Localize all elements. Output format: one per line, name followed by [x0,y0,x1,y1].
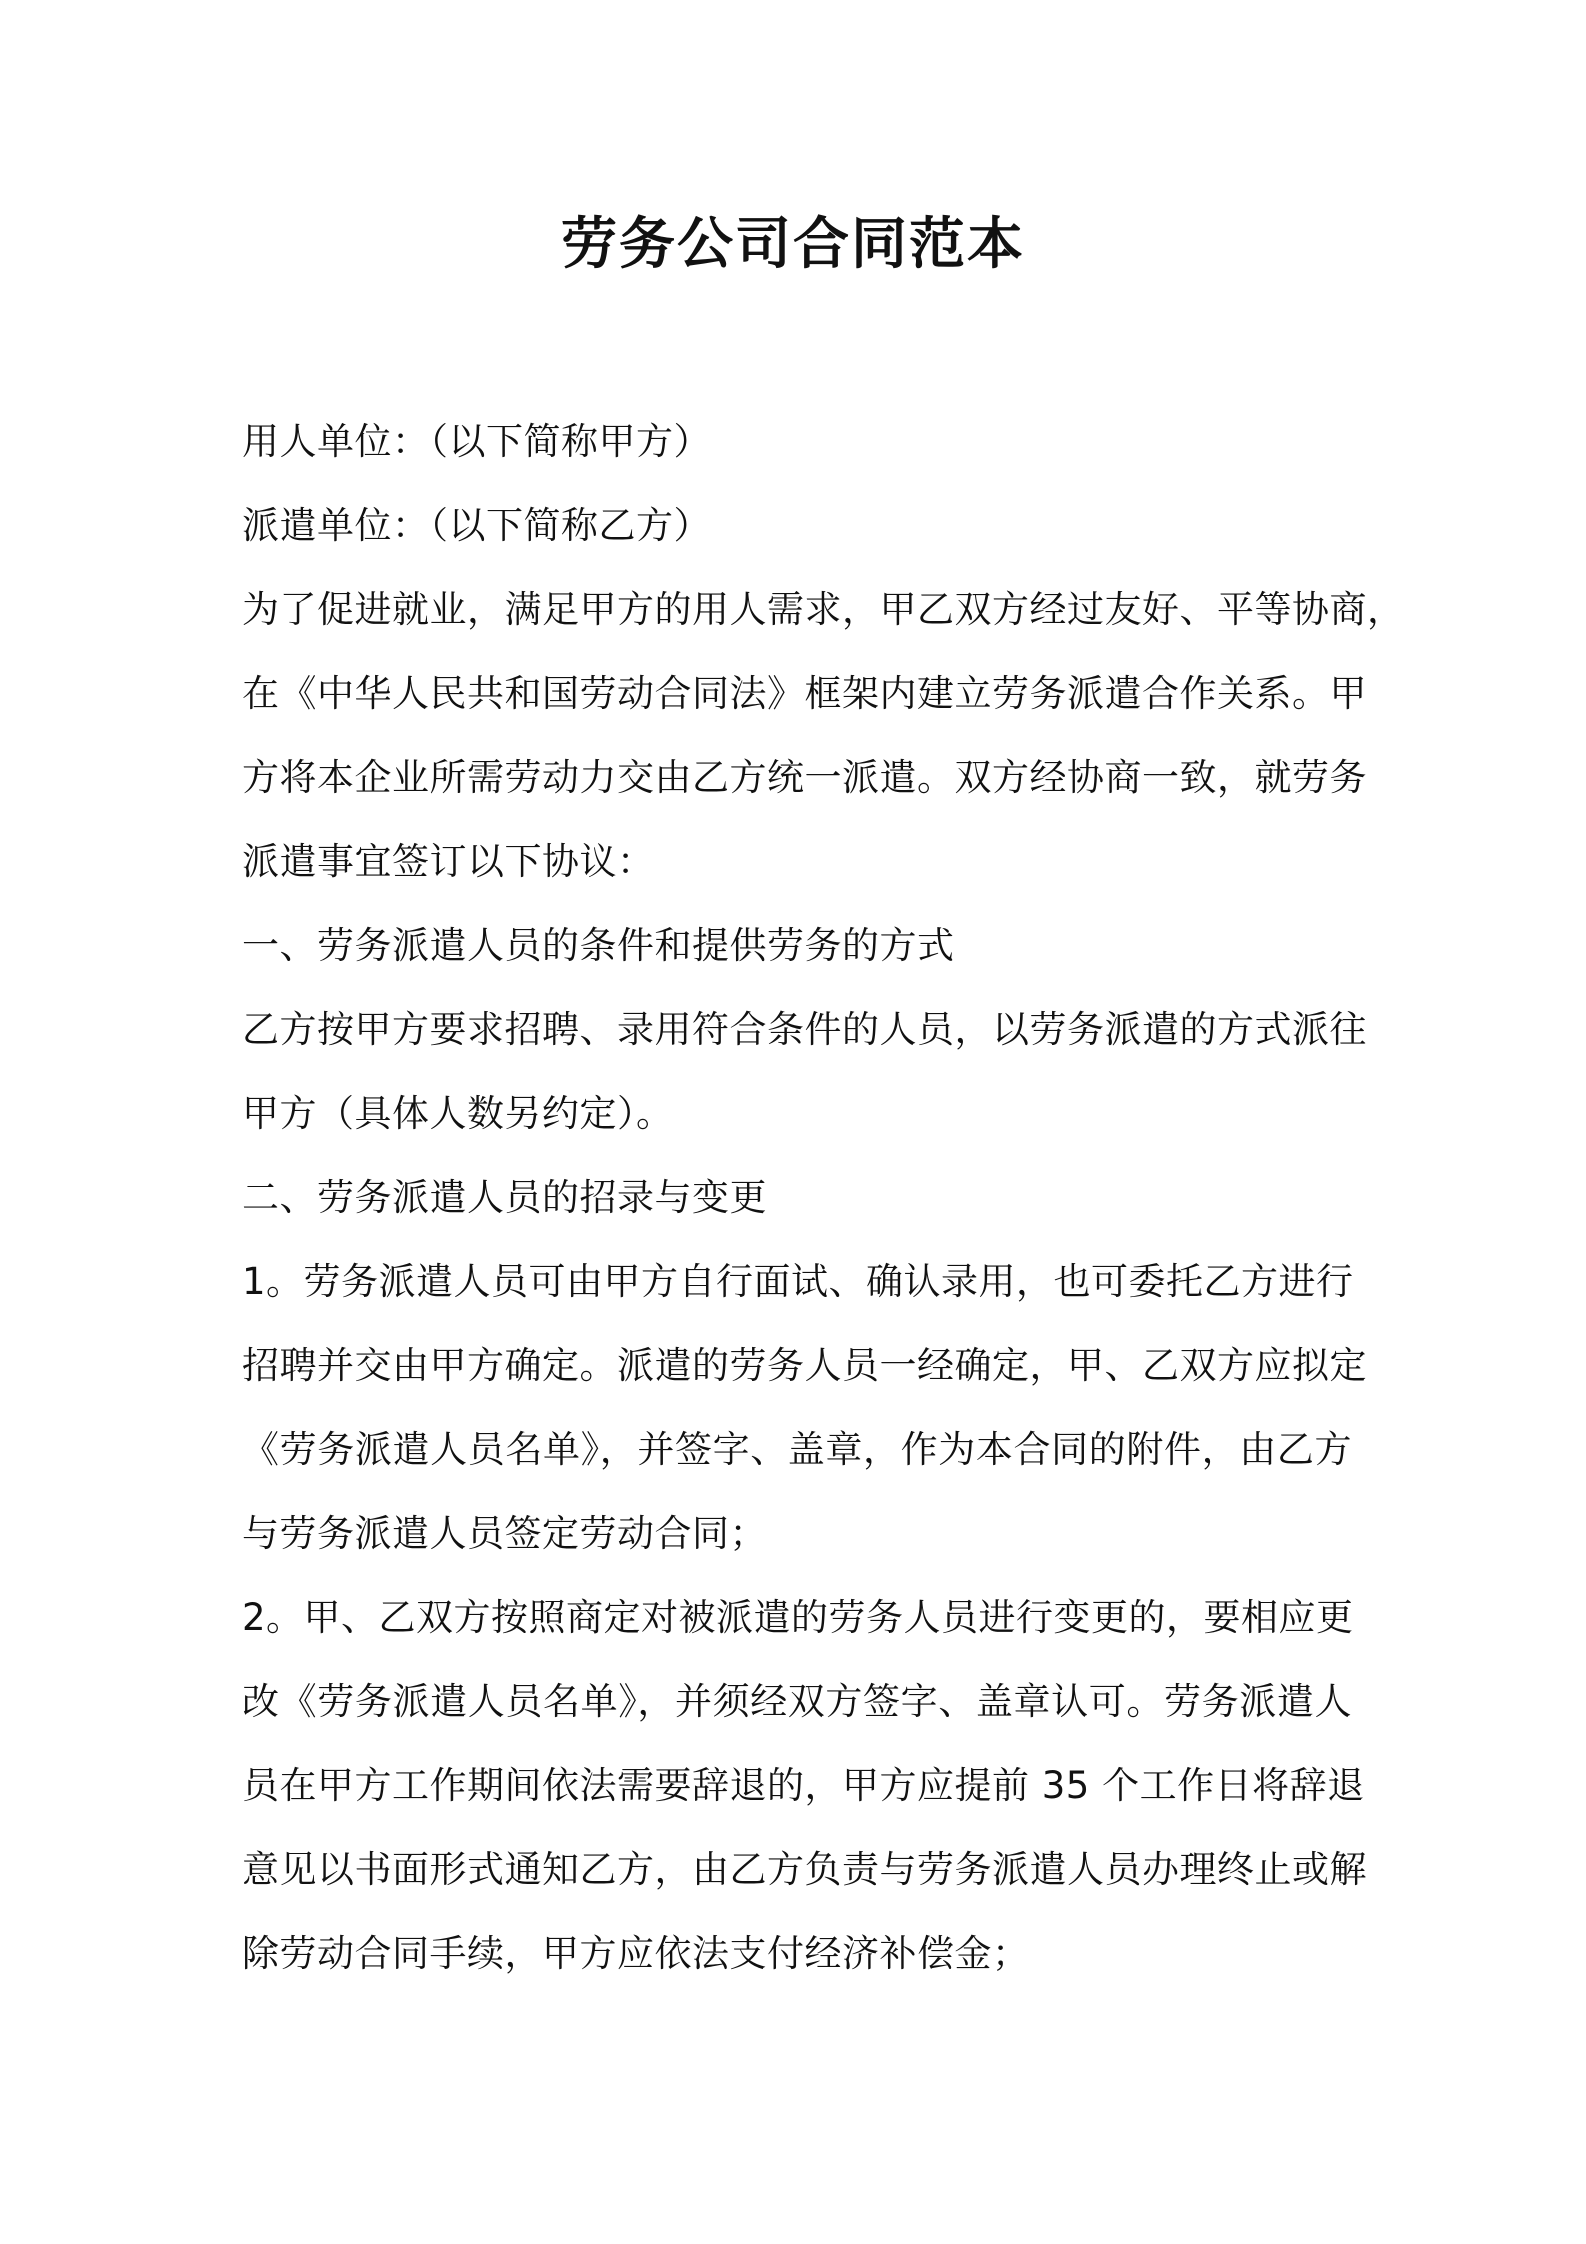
document-body [242,400,1405,1996]
paragraph-line: 在《中华人民共和国劳动合同法》框架内建立劳务派遣合作关系。甲 [242,672,1367,715]
clause-line: 招聘并交由甲方确定。派遣的劳务人员一经确定，甲、乙双方应拟定 [242,1344,1367,1387]
clause-line: 2。甲、乙双方按照商定对被派遣的劳务人员进行变更的，要相应更 [242,1596,1354,1639]
clause-line: 与劳务派遣人员签定劳动合同； [242,1512,767,1555]
party-b-line: 派遣单位：（以下简称乙方） [242,504,711,547]
clause-line: 员在甲方工作期间依法需要辞退的，甲方应提前 35 个工作日将辞退 [242,1764,1365,1807]
paragraph-line: 为了促进就业，满足甲方的用人需求，甲乙双方经过友好、平等协商， [242,588,1405,631]
clause-line: 1。劳务派遣人员可由甲方自行面试、确认录用，也可委托乙方进行 [242,1260,1354,1303]
clause-line: 除劳动合同手续，甲方应依法支付经济补偿金； [242,1932,1030,1975]
paragraph-line: 派遣事宜签订以下协议： [242,840,655,883]
paragraph-line: 方将本企业所需劳动力交由乙方统一派遣。双方经协商一致，就劳务 [242,756,1367,799]
section-heading-1: 一、劳务派遣人员的条件和提供劳务的方式 [242,924,955,967]
section-heading-2: 二、劳务派遣人员的招录与变更 [242,1176,767,1219]
paragraph-line: 甲方（具体人数另约定）。 [242,1092,674,1135]
clause-line: 意见以书面形式通知乙方，由乙方负责与劳务派遣人员办理终止或解 [242,1848,1367,1891]
document-title: 劳务公司合同范本 [561,212,1025,277]
clause-line: 《劳务派遣人员名单》，并签字、盖章，作为本合同的附件，由乙方 [242,1428,1352,1471]
paragraph-line: 乙方按甲方要求招聘、录用符合条件的人员，以劳务派遣的方式派往 [242,1008,1367,1051]
party-a-line: 用人单位：（以下简称甲方） [242,420,711,463]
clause-line: 改《劳务派遣人员名单》，并须经双方签字、盖章认可。劳务派遣人 [242,1680,1352,1723]
